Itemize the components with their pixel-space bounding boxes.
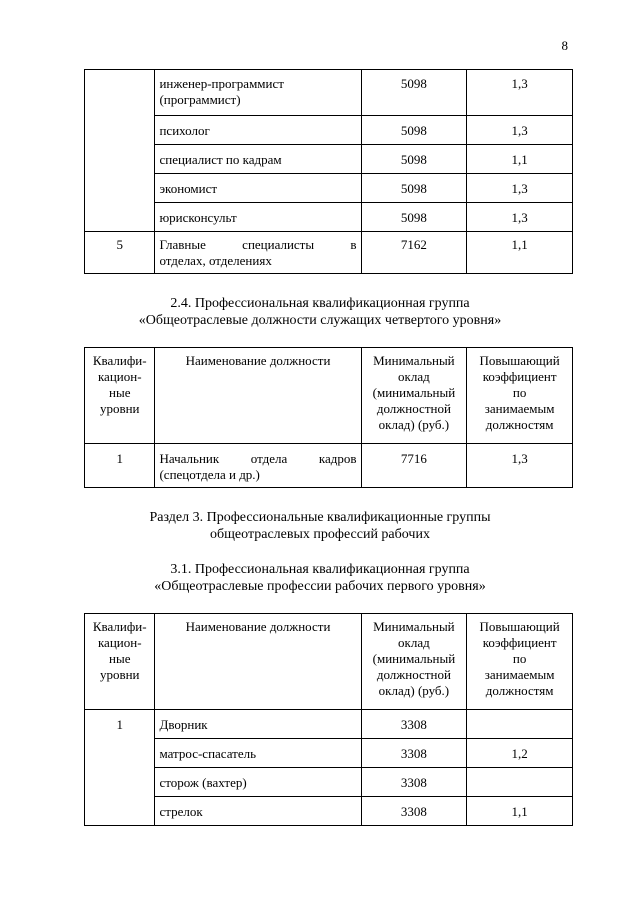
table-row — [85, 444, 573, 488]
section-heading-3-1 — [0, 561, 640, 595]
position-cell: психолог — [155, 116, 361, 145]
coef-cell: 1,3 — [467, 444, 573, 488]
position-cell — [155, 232, 361, 274]
header-position: Наименование должности — [155, 614, 361, 710]
level-cell — [85, 797, 155, 826]
level-cell — [85, 739, 155, 768]
level-cell — [85, 174, 155, 203]
coef-cell — [467, 710, 573, 739]
table-row — [85, 70, 573, 116]
level-cell: 5 — [85, 232, 155, 274]
table-row — [85, 710, 573, 739]
coef-cell: 1,1 — [467, 797, 573, 826]
salary-cell: 3308 — [361, 797, 467, 826]
heading-line: общеотраслевых профессий рабочих — [210, 527, 430, 542]
table-row — [85, 768, 573, 797]
salary-cell: 7162 — [361, 232, 467, 274]
position-line: Главные специалисты в — [159, 237, 357, 252]
table-row — [85, 232, 573, 274]
table-fourth-level-positions — [84, 347, 573, 488]
section-heading-2-4 — [0, 295, 640, 329]
coef-cell — [467, 768, 573, 797]
heading-line: «Общеотраслевые профессии рабочих первого уровня» — [154, 579, 486, 594]
table-first-level-worker-professions — [84, 613, 573, 826]
heading-line: «Общеотраслевые должности служащих четвертого уровня» — [138, 313, 502, 328]
coef-cell: 1,3 — [467, 116, 573, 145]
coef-cell: 1,3 — [467, 70, 573, 116]
position-cell: сторож (вахтер) — [155, 768, 361, 797]
coef-cell: 1,1 — [467, 232, 573, 274]
header-salary: Минимальный оклад (минимальный должностной оклад) (руб.) — [361, 614, 467, 710]
level-cell: 1 — [85, 710, 155, 739]
table-row — [85, 116, 573, 145]
salary-cell: 3308 — [361, 739, 467, 768]
salary-cell: 3308 — [361, 768, 467, 797]
salary-cell: 5098 — [361, 203, 467, 232]
position-cell: инженер-программист (программист) — [155, 70, 361, 116]
table-continued-salaries — [84, 69, 573, 274]
header-level: Квалифи- кацион- ные уровни — [85, 348, 155, 444]
salary-cell: 3308 — [361, 710, 467, 739]
coef-cell: 1,3 — [467, 203, 573, 232]
table-row — [85, 797, 573, 826]
position-cell: стрелок — [155, 797, 361, 826]
level-cell: 1 — [85, 444, 155, 488]
header-coef: Повышающий коэффициент по занимаемым должностям — [467, 614, 573, 710]
level-cell — [85, 203, 155, 232]
header-coef: Повышающий коэффициент по занимаемым должностям — [467, 348, 573, 444]
position-cell: юрисконсульт — [155, 203, 361, 232]
header-level: Квалифи- кацион- ные уровни — [85, 614, 155, 710]
position-cell: специалист по кадрам — [155, 145, 361, 174]
salary-cell: 7716 — [361, 444, 467, 488]
position-line: Начальник отдела кадров — [159, 451, 357, 466]
position-line: отделах, отделениях — [159, 253, 272, 268]
level-cell — [85, 145, 155, 174]
level-cell — [85, 768, 155, 797]
table-header-row — [85, 614, 573, 710]
header-salary: Минимальный оклад (минимальный должностной оклад) (руб.) — [361, 348, 467, 444]
position-cell: Дворник — [155, 710, 361, 739]
table-row — [85, 203, 573, 232]
coef-cell: 1,3 — [467, 174, 573, 203]
position-cell: матрос-спасатель — [155, 739, 361, 768]
coef-cell: 1,1 — [467, 145, 573, 174]
table-row — [85, 145, 573, 174]
position-cell: экономист — [155, 174, 361, 203]
salary-cell: 5098 — [361, 145, 467, 174]
heading-line: 2.4. Профессиональная квалификационная группа — [170, 296, 470, 311]
salary-cell: 5098 — [361, 174, 467, 203]
heading-line: 3.1. Профессиональная квалификационная группа — [170, 562, 470, 577]
position-line: (спецотдела и др.) — [159, 467, 260, 482]
page-number: 8 — [561, 38, 568, 53]
salary-cell: 5098 — [361, 116, 467, 145]
table-row — [85, 739, 573, 768]
section-heading-3 — [0, 509, 640, 543]
table-row — [85, 174, 573, 203]
level-cell — [85, 116, 155, 145]
header-position: Наименование должности — [155, 348, 361, 444]
table-header-row — [85, 348, 573, 444]
salary-cell: 5098 — [361, 70, 467, 116]
level-cell — [85, 70, 155, 116]
position-cell — [155, 444, 361, 488]
heading-line: Раздел 3. Профессиональные квалификационные группы — [149, 510, 491, 525]
coef-cell: 1,2 — [467, 739, 573, 768]
